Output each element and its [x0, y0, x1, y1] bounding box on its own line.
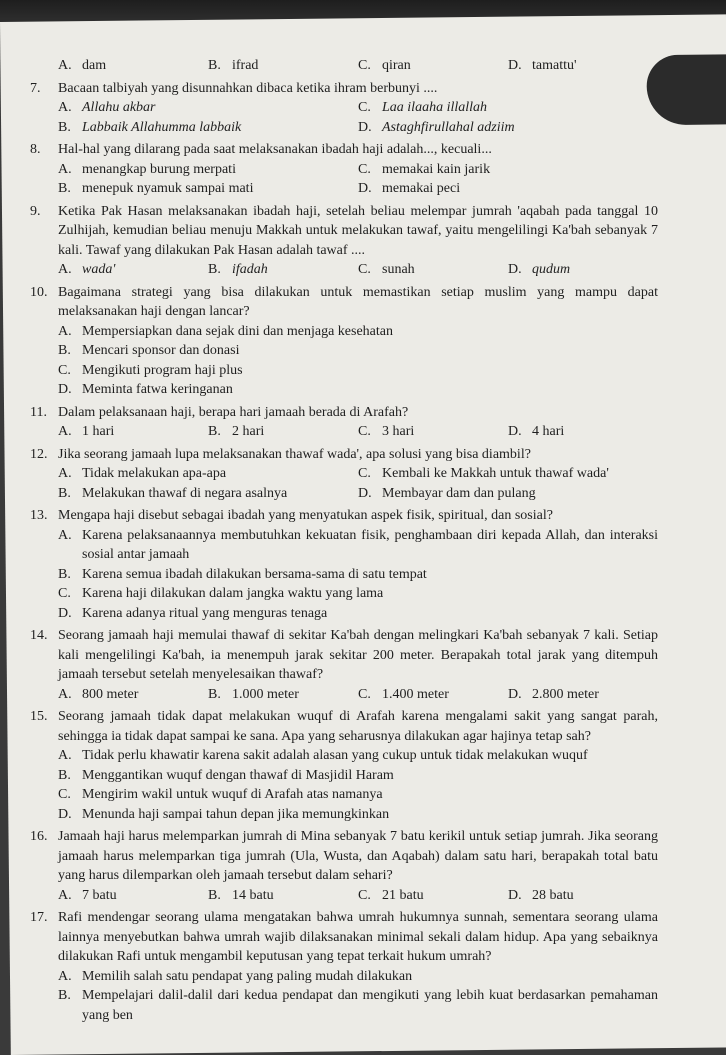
question-17 [30, 908, 658, 1025]
question-8 [30, 140, 658, 199]
question-14 [30, 626, 658, 704]
question-number: 17. [30, 910, 48, 925]
question-number: 14. [30, 628, 48, 643]
option-8d[interactable]: D. memakai peci [358, 181, 461, 196]
option-12a[interactable]: A. Tidak melakukan apa-apa [58, 466, 227, 481]
question-number: 9. [30, 203, 41, 219]
option-6b[interactable]: B. ifrad [208, 58, 259, 73]
question-9 [30, 202, 658, 280]
option-15b[interactable]: B. Menggantikan wuquf dengan thawaf di Masjidil Haram [58, 767, 394, 783]
option-8b[interactable]: B. menepuk nyamuk sampai mati [58, 181, 254, 196]
option-17b[interactable]: B. Mempelajari dalil-dalil dari kedua pendapat dan mengikuti yang lebih kuat berdasarkan pemahaman yang ben [58, 988, 658, 1023]
question-text: Rafi mendengar seorang ulama mengatakan bahwa umrah hukumnya sunnah, sementara seorang ulama lainnya menyebutkan bahwa umrah wajib dilaksanakan minimal sekali dalam hidup. Apa yang sebaiknya dilakukan Rafi untuk mengambil keputusan yang tepat terkait hukum umrah? [58, 910, 658, 964]
option-12c[interactable]: C. Kembali ke Makkah untuk thawaf wada' [358, 466, 609, 481]
option-7c[interactable]: C. Laa ilaaha illallah [358, 100, 488, 115]
question-16 [30, 827, 658, 905]
question-number: 10. [30, 284, 48, 300]
option-10a[interactable]: A. Mempersiapkan dana sejak dini dan menjaga kesehatan [58, 323, 393, 339]
option-11b[interactable]: B. 2 hari [208, 424, 265, 439]
option-7d[interactable]: D. Astaghfirullahal adziim [358, 119, 515, 135]
option-7a[interactable]: A. Allahu akbar [58, 100, 156, 115]
option-8a[interactable]: A. menangkap burung merpati [58, 161, 236, 177]
question-number: 11. [30, 404, 47, 420]
option-15a[interactable]: A. Tidak perlu khawatir karena sakit adalah alasan yang cukup untuk tidak melakukan wuquf [58, 748, 588, 763]
question-text: Ketika Pak Hasan melaksanakan ibadah haji, setelah beliau melempar jumrah 'aqabah pada tanggal 10 Zulhijah, kemudian beliau menuju Makkah untuk melakukan tawaf, yaitu mengelilingi Ka'bah sebanyak 7 kali. Tawaf yang dilakukan Pak Hasan adalah tawaf .... [58, 203, 658, 258]
option-6d[interactable]: D. tamattu' [508, 58, 577, 73]
option-9d[interactable]: D. qudum [508, 262, 571, 277]
question-number: 13. [30, 508, 48, 523]
option-12d[interactable]: D. Membayar dam dan pulang [358, 485, 536, 501]
question-text: Hal-hal yang dilarang pada saat melaksanakan ibadah haji adalah..., kecuali... [58, 142, 492, 157]
question-number: 8. [30, 142, 41, 157]
option-10b[interactable]: B. Mencari sponsor dan donasi [58, 343, 240, 358]
option-9a[interactable]: A. wada' [58, 262, 116, 277]
question-number: 16. [30, 829, 48, 844]
option-14c[interactable]: C. 1.400 meter [358, 686, 449, 702]
question-text: Seorang jamaah tidak dapat melakukan wuquf di Arafah karena mengalami sakit yang sangat parah, sehingga ia tidak dapat sampai ke sana. Apa yang seharusnya dilakukan agar hajinya tetap sah? [58, 709, 658, 744]
option-6a[interactable]: A. dam [58, 58, 107, 73]
question-number: 12. [30, 446, 48, 462]
option-16d[interactable]: D. 28 batu [508, 887, 574, 903]
option-10d[interactable]: D. Meminta fatwa keringanan [58, 382, 233, 397]
question-text: Bagaimana strategi yang bisa dilakukan untuk memastikan setiap muslim yang mampu dapat melaksanakan haji dengan lancar? [58, 284, 658, 319]
question-10 [30, 283, 658, 400]
question-number: 15. [30, 709, 48, 724]
question-6-options [30, 56, 658, 76]
option-12b[interactable]: B. Melakukan thawaf di negara asalnya [58, 485, 288, 501]
question-11 [30, 403, 658, 442]
option-10c[interactable]: C. Mengikuti program haji plus [58, 362, 243, 378]
option-11a[interactable]: A. 1 hari [58, 424, 115, 439]
option-16a[interactable]: A. 7 batu [58, 887, 117, 903]
option-14d[interactable]: D. 2.800 meter [508, 686, 599, 702]
question-text: Seorang jamaah haji memulai thawaf di sekitar Ka'bah dengan melingkari Ka'bah sebanyak 7 kali. Setiap kali mengelilingi Ka'bah, ia menempuh jarak sekitar 200 meter. Berapakah total jarak yang ditempuh jamaah tersebut setelah menyelesaikan thawaf? [58, 628, 658, 682]
option-15c[interactable]: C. Mengirim wakil untuk wuquf di Arafah atas namanya [58, 787, 383, 802]
option-6c[interactable]: C. qiran [358, 58, 411, 73]
option-13d[interactable]: D. Karena adanya ritual yang menguras tenaga [58, 605, 328, 621]
option-16b[interactable]: B. 14 batu [208, 887, 274, 903]
option-9b[interactable]: B. ifadah [208, 262, 268, 277]
question-text: Jamaah haji harus melemparkan jumrah di Mina sebanyak 7 batu kerikil untuk setiap jumrah. Jika seorang jamaah harus melemparkan tiga jumrah (Ula, Wusta, dan Aqabah) dalam satu hari, berapakah total batu yang harus dilemparkan oleh jamaah tersebut dalam sehari? [58, 829, 658, 883]
option-7b[interactable]: B. Labbaik Allahumma labbaik [58, 119, 242, 135]
question-15 [30, 707, 658, 824]
option-13c[interactable]: C. Karena haji dilakukan dalam jangka waktu yang lama [58, 586, 384, 601]
question-7 [30, 79, 658, 138]
option-13b[interactable]: B. Karena semua ibadah dilakukan bersama-sama di satu tempat [58, 566, 427, 582]
question-13 [30, 506, 658, 623]
question-text: Dalam pelaksanaan haji, berapa hari jamaah berada di Arafah? [58, 404, 409, 420]
question-number: 7. [30, 80, 41, 96]
question-text: Bacaan talbiyah yang disunnahkan dibaca ketika ihram berbunyi .... [58, 80, 438, 96]
question-text: Jika seorang jamaah lupa melaksanakan thawaf wada', apa solusi yang bisa diambil? [58, 446, 531, 462]
option-11d[interactable]: D. 4 hari [508, 424, 565, 439]
option-15d[interactable]: D. Menunda haji sampai tahun depan jika memungkinkan [58, 806, 390, 822]
option-9c[interactable]: C. sunah [358, 262, 415, 277]
option-16c[interactable]: C. 21 batu [358, 887, 424, 903]
page-corner-shadow [646, 54, 726, 125]
question-list [30, 56, 658, 1028]
option-11c[interactable]: C. 3 hari [358, 424, 415, 439]
question-text: Mengapa haji disebut sebagai ibadah yang menyatukan aspek fisik, spiritual, dan sosial? [58, 508, 553, 523]
option-14a[interactable]: A. 800 meter [58, 686, 139, 702]
option-14b[interactable]: B. 1.000 meter [208, 686, 299, 702]
option-8c[interactable]: C. memakai kain jarik [358, 161, 491, 177]
option-17a[interactable]: A. Memilih salah satu pendapat yang paling mudah dilakukan [58, 968, 413, 984]
question-12 [30, 445, 658, 504]
option-13a[interactable]: A. Karena pelaksanaannya membutuhkan kekuatan fisik, penghambaan diri kepada Allah, dan interaksi sosial antar jamaah [58, 527, 658, 562]
